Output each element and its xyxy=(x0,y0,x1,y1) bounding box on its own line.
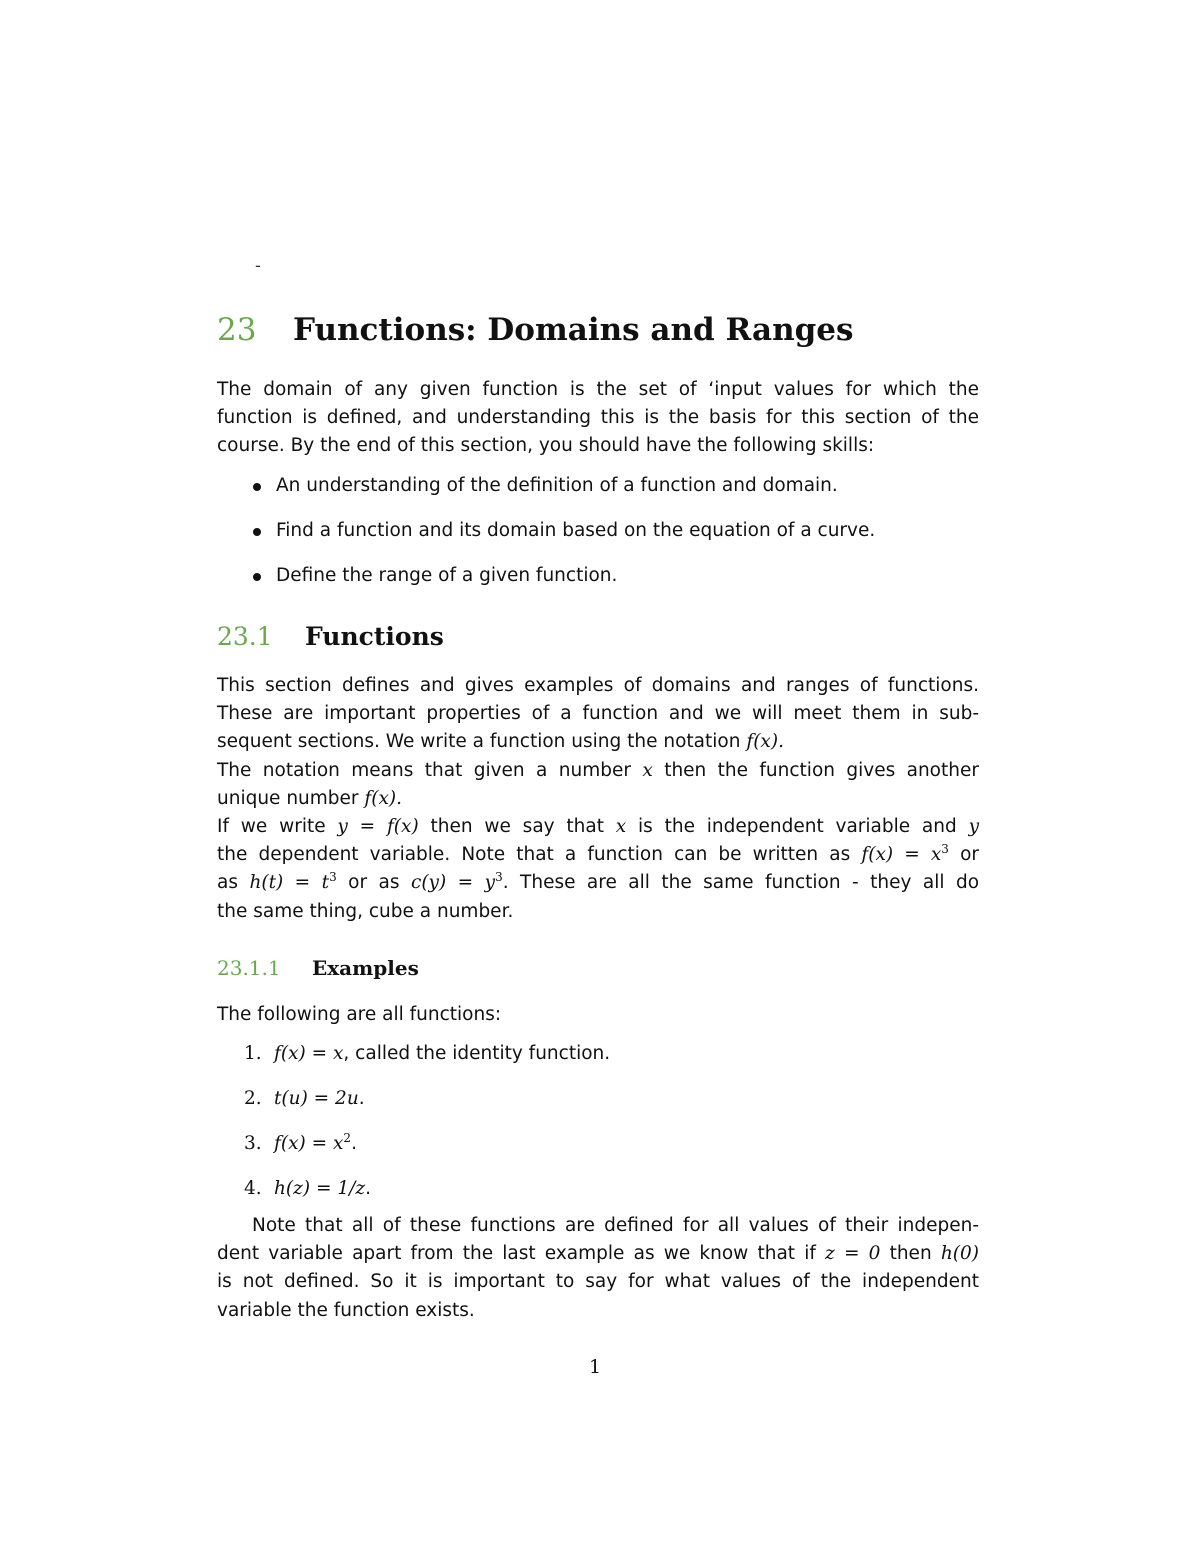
bullet-icon xyxy=(253,528,261,536)
paragraph-line: is not defined. So it is important to say for what values of the independent xyxy=(217,1271,979,1293)
paragraph-line: unique number f(x). xyxy=(217,787,403,809)
subsubsection-heading xyxy=(217,956,419,980)
list-item: 4. h(z) = 1/z. xyxy=(244,1178,371,1199)
list-item: 3. $f(x) = x^2$. xyxy=(244,1131,357,1154)
paragraph-line: The notation means that given a number x then the function gives another xyxy=(217,759,979,781)
header-mark: - xyxy=(255,256,261,275)
paragraph-line: the dependent variable. Note that a function can be written as $f(x) = x^3$ or xyxy=(217,842,979,866)
paragraph-line: as $h(t) = t^3$ or as $c(y) = y^3$. These are all the same function - they all do xyxy=(217,870,980,894)
examples-lead: The following are all functions: xyxy=(217,1004,502,1025)
math-inline: f(x). xyxy=(746,731,784,753)
paragraph-line: dent variable apart from the last example as we know that if z = 0 then h(0) xyxy=(217,1243,979,1265)
intro-line: function is defined, and understanding this is the basis for this section of the xyxy=(217,407,979,429)
section-intro xyxy=(217,376,979,461)
intro-line: course. By the end of this section, you should have the following skills: xyxy=(217,435,875,457)
subsection-heading xyxy=(217,622,444,651)
subsubsection-title: Examples xyxy=(312,956,419,980)
list-item: Define the range of a given function. xyxy=(250,562,970,607)
examples-list xyxy=(244,1040,610,1220)
subsection-paragraph xyxy=(217,672,979,926)
note-paragraph xyxy=(217,1212,979,1325)
subsubsection-number: 23.1.1 xyxy=(217,956,281,980)
paragraph-line: the same thing, cube a number. xyxy=(217,900,514,922)
bullet-icon xyxy=(253,483,261,491)
intro-line: The domain of any given function is the set of ‘input values for which the xyxy=(217,379,979,400)
paragraph-line: This section defines and gives examples of domains and ranges of functions. xyxy=(217,675,979,696)
list-item: 2. t(u) = 2u. xyxy=(244,1088,365,1109)
list-item: Find a function and its domain based on the equation of a curve. xyxy=(250,517,970,562)
skills-list xyxy=(250,472,970,607)
section-title: Functions: Domains and Ranges xyxy=(293,312,854,348)
subsection-number: 23.1 xyxy=(217,622,273,651)
paragraph-line: These are important properties of a function and we will meet them in sub- xyxy=(217,703,979,725)
paragraph-line: Note that all of these functions are defined for all values of their indepen- xyxy=(252,1215,979,1236)
section-number: 23 xyxy=(217,312,257,348)
subsection-title: Functions xyxy=(305,622,444,651)
list-item: 1. f(x) = x, called the identity function. xyxy=(244,1043,611,1064)
paragraph-line: sequent sections. We write a function using the notation f(x). xyxy=(217,731,784,753)
page-number: 1 xyxy=(589,1356,602,1378)
paragraph-line: If we write y = f(x) then we say that x is the independent variable and y xyxy=(217,816,980,838)
paragraph-line: variable the function exists. xyxy=(217,1299,475,1321)
section-heading xyxy=(217,312,853,348)
bullet-icon xyxy=(253,573,261,581)
list-item: An understanding of the definition of a function and domain. xyxy=(250,472,970,517)
